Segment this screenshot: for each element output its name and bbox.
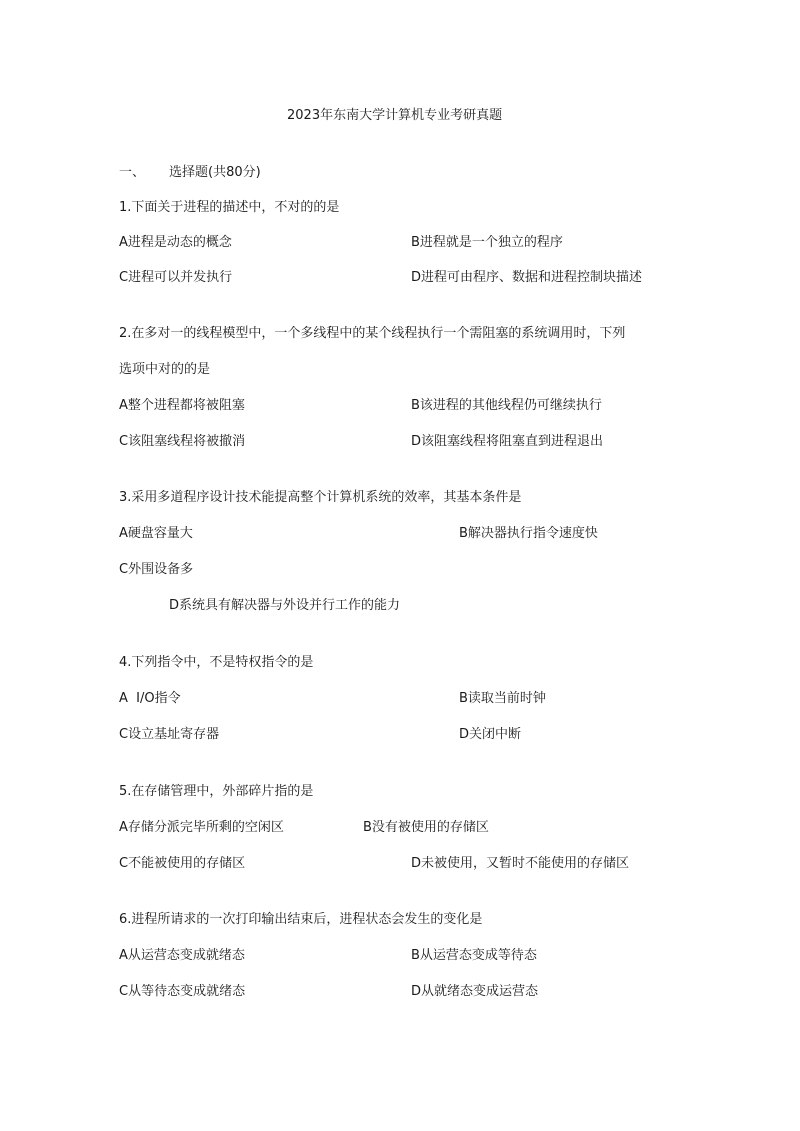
- question-6-stem: 6.进程所请求的一次打印输出结束后，进程状态会发生的变化是: [119, 912, 483, 927]
- question-2-stem-continued: 选项中对的的是: [119, 362, 211, 377]
- question-3-option-b: B解决器执行指令速度快: [459, 526, 598, 541]
- question-5-option-b: B没有被使用的存储区: [363, 820, 489, 835]
- question-4-stem: 4.下列指令中，不是特权指令的是: [119, 655, 314, 670]
- question-1-option-b: B进程就是一个独立的程序: [411, 235, 563, 250]
- question-1-option-a: A进程是动态的概念: [119, 235, 232, 250]
- document-title: 2023年东南大学计算机专业考研真题: [287, 108, 503, 123]
- question-4-option-a: A I/O指令: [119, 691, 181, 706]
- question-6-option-c: C从等待态变成就绪态: [119, 984, 246, 999]
- question-2-option-a: A整个进程都将被阻塞: [119, 398, 245, 413]
- question-2-option-d: D该阻塞线程将阻塞直到进程退出: [411, 434, 604, 449]
- question-4-option-d: D关闭中断: [459, 727, 522, 742]
- question-5-option-a: A存储分派完毕所剩的空闲区: [119, 820, 284, 835]
- question-2-option-c: C该阻塞线程将被撤消: [119, 434, 246, 449]
- question-5-stem: 5.在存储管理中，外部碎片指的是: [119, 784, 314, 799]
- question-3-option-a: A硬盘容量大: [119, 526, 193, 541]
- question-1-stem: 1.下面关于进程的描述中，不对的的是: [119, 200, 340, 215]
- question-6-option-b: B从运营态变成等待态: [411, 948, 537, 963]
- question-1-option-d: D进程可由程序、数据和进程控制块描述: [411, 270, 643, 285]
- question-3-option-d: D系统具有解决器与外设并行工作的能力: [169, 598, 401, 613]
- question-4-option-c: C设立基址寄存器: [119, 727, 220, 742]
- section-heading: 选择题(共80分): [169, 165, 261, 180]
- question-1-option-c: C进程可以并发执行: [119, 270, 233, 285]
- question-6-option-d: D从就绪态变成运营态: [411, 984, 539, 999]
- question-5-option-d: D未被使用，又暂时不能使用的存储区: [411, 856, 630, 871]
- question-3-stem: 3.采用多道程序设计技术能提高整个计算机系统的效率，其基本条件是: [119, 490, 522, 505]
- question-6-option-a: A从运营态变成就绪态: [119, 948, 245, 963]
- section-number: 一、: [119, 165, 146, 180]
- question-2-option-b: B该进程的其他线程仍可继续执行: [411, 398, 602, 413]
- question-5-option-c: C不能被使用的存储区: [119, 856, 246, 871]
- question-3-option-c: C外围设备多: [119, 562, 194, 577]
- question-4-option-b: B读取当前时钟: [459, 691, 546, 706]
- question-2-stem: 2.在多对一的线程模型中，一个多线程中的某个线程执行一个需阻塞的系统调用时，下列: [119, 326, 626, 341]
